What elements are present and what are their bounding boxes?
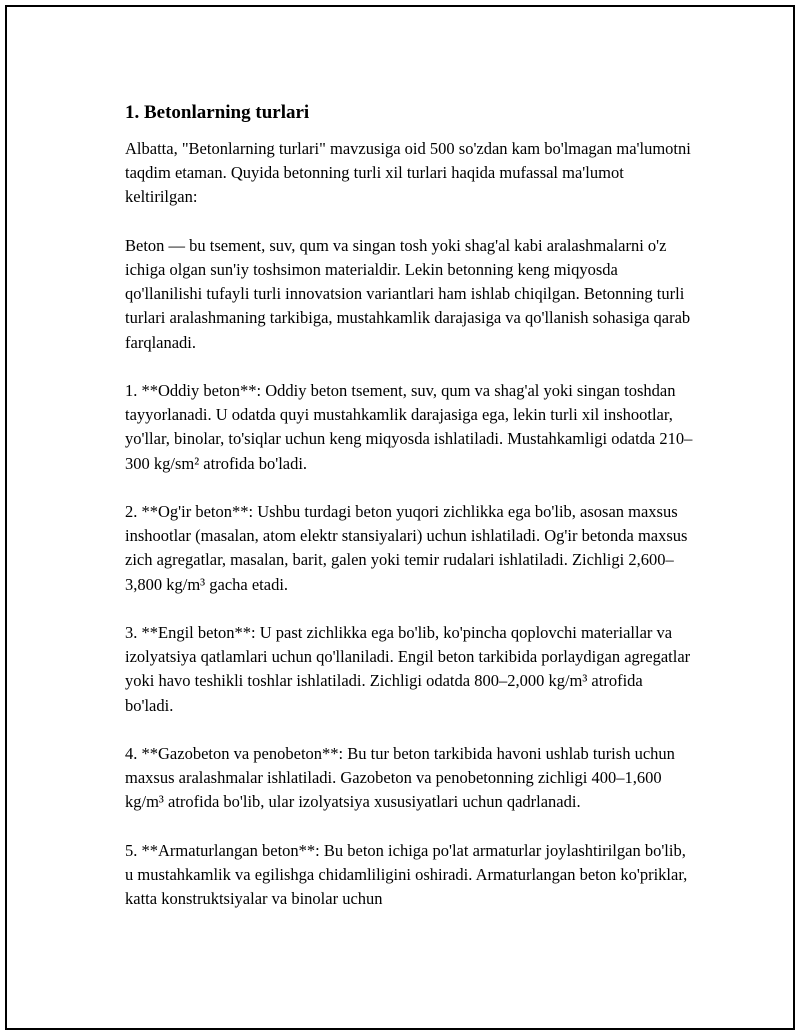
page-frame <box>5 5 795 1030</box>
list-item-engil-beton: 3. **Engil beton**: U past zichlikka ega bo'lib, ko'pincha qoplovchi materiallar va izolyatsiya qatlamlari uchun qo'llaniladi. Engil beton tarkibida porlaydigan agregatlar yoki havo teshikli toshlar ishlatiladi. Zichligi odatda 800–2,000 kg/m³ atrofida bo'ladi. <box>125 623 691 715</box>
document-body <box>125 101 695 936</box>
list-item-armaturlangan-beton: 5. **Armaturlangan beton**: Bu beton ichiga po'lat armaturlar joylashtirilgan bo'lib, u mustahkamlik va egilishga chidamliligini oshiradi. Armaturlangan beton ko'priklar, katta konstruktsiyalar va binolar uchun <box>125 840 688 909</box>
list-item-ogir-beton: 2. **Og'ir beton**: Ushbu turdagi beton yuqori zichlikka ega bo'lib, asosan maxsus inshootlar (masalan, atom elektr stansiyalari) uchun ishlatiladi. Og'ir betonda maxsus zich agregatlar, masalan, barit, galen yoki temir rudalari ishlatiladi. Zichligi 2,600–3,800 kg/m³ gacha etadi. <box>125 502 688 594</box>
intro-paragraph: Albatta, "Betonlarning turlari" mavzusiga oid 500 so'zdan kam bo'lmagan ma'lumotni taqdim etaman. Quyida betonning turli xil turlari haqida mufassal ma'lumot keltirilgan: <box>125 139 691 207</box>
section-heading: 1. Betonlarning turlari <box>125 102 310 123</box>
definition-paragraph: Beton — bu tsement, suv, qum va singan tosh yoki shag'al kabi aralashmalarni o'z ichiga olgan sun'iy toshsimon materialdir. Lekin betonning keng miqyosda qo'llanilishi tufayli turli innovatsion variantlari ham ishlab chiqilgan. Betonning turli turlari aralashmaning tarkibiga, mustahkamlik darajasiga va qo'llanish sohasiga qarab farqlanadi. <box>125 235 691 352</box>
list-item-gazobeton: 4. **Gazobeton va penobeton**: Bu tur beton tarkibida havoni ushlab turish uchun maxsus aralashmalar ishlatiladi. Gazobeton va penobetonning zichligi 400–1,600 kg/m³ atrofida bo'lib, ular izolyatsiya xususiyatlari uchun qadrlanadi. <box>125 744 675 812</box>
list-item-oddiy-beton: 1. **Oddiy beton**: Oddiy beton tsement, suv, qum va shag'al yoki singan toshdan tayyorlanadi. U odatda quyi mustahkamlik darajasiga ega, lekin turli xil inshootlar, yo'llar, binolar, to'siqlar uchun keng miqyosda ishlatiladi. Mustahkamligi odatda 210–300 kg/sm² atrofida bo'ladi. <box>125 381 693 473</box>
